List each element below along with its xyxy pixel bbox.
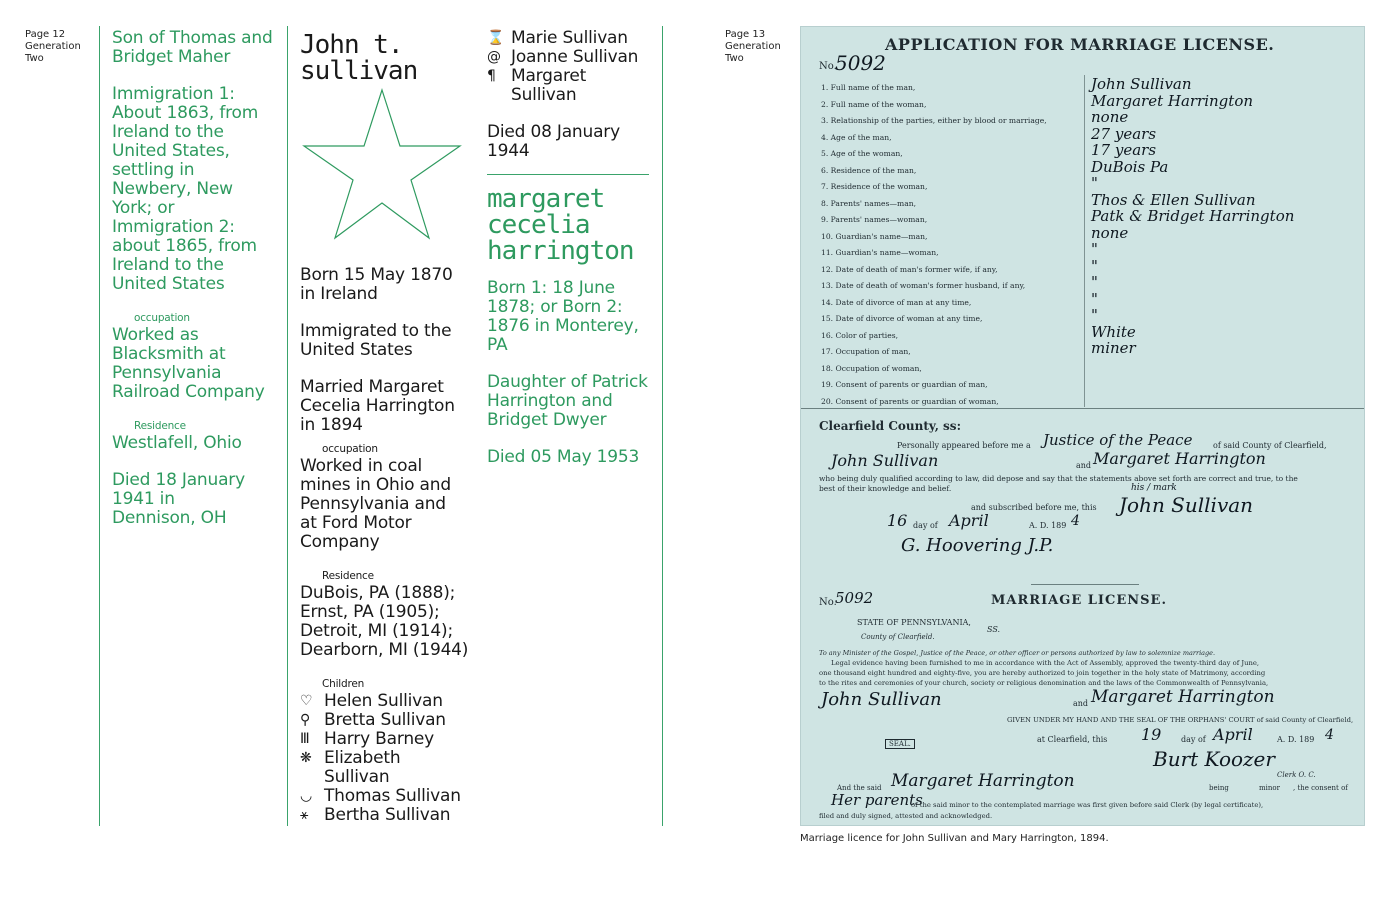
affidavit-and: and [1076, 461, 1092, 470]
state-label: STATE OF PENNSYLVANIA, [857, 618, 971, 627]
seal-box: SEAL. [885, 739, 915, 749]
field-answer: 17 years [1091, 141, 1157, 159]
license-number: 5092 [835, 589, 874, 607]
field-answer: John Sullivan [1091, 75, 1192, 93]
field-label: 2. Full name of the woman, [821, 99, 927, 109]
list-item [300, 692, 470, 711]
child-name: Elizabeth Sullivan [324, 748, 401, 787]
list-item [300, 711, 470, 730]
county-heading: Clearfield County, ss: [819, 419, 961, 433]
document-title: APPLICATION FOR MARRIAGE LICENSE. [885, 35, 1275, 54]
sworn-year: 4 [1071, 513, 1080, 529]
license-text: Legal evidence having been furnished to me in accordance with the Act of Assembly, approved the twenty-third day of June, [831, 659, 1260, 667]
field-label: 1. Full name of the man, [821, 83, 916, 92]
person-name-line: sullivan [300, 56, 418, 86]
license-title: MARRIAGE LICENSE. [991, 593, 1167, 608]
county-label: County of Clearfield. [861, 633, 935, 641]
generation-number: Two [725, 53, 744, 64]
minor-label: minor [1259, 784, 1280, 792]
section-divider [487, 174, 649, 175]
marriage-text: Married Margaret Cecelia Harrington in 1894 [300, 377, 455, 435]
field-answer: none [1091, 108, 1129, 126]
field-answer: " [1091, 289, 1098, 308]
person-name [300, 32, 417, 84]
figure-caption: Marriage licence for John Sullivan and Mary Harrington, 1894. [800, 833, 1109, 844]
page-number: Page 12 [25, 29, 66, 40]
child-name: Marie Sullivan [511, 28, 628, 48]
field-answer: none [1091, 223, 1129, 242]
spouse-name-line: margaret [487, 184, 605, 214]
children-label: Children [322, 678, 365, 690]
spouse-name [487, 186, 634, 264]
occupation-label: occupation [322, 443, 378, 455]
field-label: 5. Age of the woman, [821, 149, 903, 158]
flower-icon: ❋ [300, 750, 312, 766]
death-text: Died 08 January 1944 [487, 122, 620, 161]
spouse-column [487, 29, 652, 179]
column-divider [662, 26, 663, 826]
residence-label: Residence [322, 570, 374, 582]
list-item [300, 730, 470, 749]
residence-entry: Dearborn, MI (1944) [300, 640, 469, 660]
spouse-details [487, 279, 652, 485]
field-label: 11. Guardian's name—woman, [821, 248, 939, 257]
number-label: No. [819, 61, 837, 72]
field-label: 9. Parents' names—woman, [821, 215, 928, 224]
field-answer: 27 years [1091, 124, 1157, 143]
field-answer: " [1091, 273, 1098, 291]
license-ad: A. D. 189 [1277, 735, 1315, 744]
spouse-birth-text: Born 1: 18 June 1878; or Born 2: 1876 in Monterey, PA [487, 278, 639, 355]
sprout-icon: ⚹ [300, 807, 309, 823]
occupation-label: occupation [134, 312, 190, 324]
groom-signature: John Sullivan [1119, 493, 1254, 517]
field-answer: " [1091, 174, 1098, 192]
birth-text: Born 15 May 1870 in Ireland [300, 265, 453, 304]
children-list-continued [487, 29, 652, 105]
list-item [487, 67, 652, 105]
license-groom: John Sullivan [821, 689, 942, 710]
field-label: 7. Residence of the woman, [821, 182, 928, 191]
license-year: 4 [1325, 727, 1334, 743]
list-item [300, 806, 470, 825]
affidavit-line: who being duly qualified according to law, did depose and say that the statements above set forth are correct and true, to the [819, 474, 1298, 483]
column-divider [99, 26, 100, 826]
justice-signature: G. Hoovering J.P. [901, 535, 1054, 556]
sworn-line: and subscribed before me, this [971, 503, 1097, 512]
license-text: to the rites and ceremonies of your church, society or religious denomination and the laws of the Commonwealth of Pennsylvania, [819, 679, 1269, 687]
handwritten-bride: Margaret Harrington [1093, 449, 1266, 468]
field-label: 4. Age of the man, [821, 132, 892, 142]
given-under-text: GIVEN UNDER MY HAND AND THE SEAL OF THE ORPHANS' COURT of said County of Clearfield, [1007, 716, 1354, 724]
field-label: 18. Occupation of woman, [821, 363, 922, 373]
sworn-day: 16 [887, 511, 908, 530]
being-label: being [1209, 784, 1229, 792]
spouse-name-line: cecelia [487, 210, 590, 240]
spouse-name-line: harrington [487, 236, 634, 266]
heart-icon: ♡ [300, 693, 313, 709]
at-icon: @ [487, 49, 501, 65]
parent-consent: Her parents [831, 791, 923, 809]
field-answer: " [1091, 306, 1098, 324]
handwritten-groom: John Sullivan [831, 451, 939, 470]
field-label: 14. Date of divorce of man at any time, [821, 297, 972, 307]
field-answer: Thos & Ellen Sullivan [1091, 190, 1256, 209]
residence-label: Residence [134, 420, 186, 432]
residence-entry: Detroit, MI (1914); [300, 621, 453, 641]
sworn-month: April [949, 511, 989, 530]
child-name: Bretta Sullivan [324, 710, 446, 730]
generation-number: Two [25, 53, 44, 64]
list-item [487, 48, 652, 67]
spouse-death-text: Died 05 May 1953 [487, 447, 640, 467]
page-meta-right [725, 29, 781, 65]
minor-text: of the said minor to the contemplated marriage was first given before said Clerk (by legal certificate), [911, 801, 1264, 809]
consent-label: , the consent of [1293, 784, 1348, 792]
field-label: 3. Relationship of the parties, either by blood or marriage, [821, 116, 1047, 125]
filed-text: filed and duly signed, attested and acknowledged. [819, 812, 993, 820]
ss-label: SS. [987, 625, 1001, 634]
child-name: Joanne Sullivan [511, 47, 639, 67]
generation-label: Generation [725, 41, 781, 52]
field-label: 10. Guardian's name—man, [821, 231, 928, 241]
day-of-label: day of [913, 521, 938, 530]
license-bride: Margaret Harrington [1091, 687, 1275, 707]
field-answer: Margaret Harrington [1091, 91, 1254, 110]
parents-text: Son of Thomas and Bridget Maher [112, 28, 273, 67]
residence-entry: Ernst, PA (1905); [300, 602, 440, 622]
field-label: 8. Parents' names—man, [821, 198, 917, 208]
affidavit-line: best of their knowledge and belief. [819, 484, 952, 493]
field-label: 20. Consent of parents or guardian of woman, [821, 396, 999, 406]
license-number-label: No. [819, 597, 837, 608]
list-item [300, 749, 470, 787]
field-answer: " [1091, 256, 1098, 275]
field-label: 6. Residence of the man, [821, 165, 917, 175]
parents-column [112, 29, 282, 546]
child-name: Bertha Sullivan [324, 805, 451, 825]
field-label: 12. Date of death of man's former wife, if any, [821, 264, 998, 274]
death-text: Died 18 January 1941 in Dennison, OH [112, 470, 245, 528]
affidavit-line: of said County of Clearfield, [1213, 441, 1327, 450]
minor-bride: Margaret Harrington [891, 771, 1075, 791]
bowl-icon: ◡ [300, 788, 313, 804]
and-the-said: And the said [837, 784, 882, 792]
generation-label: Generation [25, 41, 81, 52]
star-icon [300, 86, 464, 246]
license-day-of: day of [1181, 735, 1206, 744]
affidavit-line: Personally appeared before me a [897, 441, 1031, 450]
field-label: 13. Date of death of woman's former husband, if any, [821, 281, 1026, 290]
field-label: 16. Color of parties, [821, 330, 899, 340]
license-text: one thousand eight hundred and eighty-five, you are hereby authorized to join together in the holy state of Matrimony, according [819, 669, 1266, 677]
ad-label: A. D. 189 [1029, 521, 1067, 530]
section-divider [1031, 584, 1139, 585]
field-answer: Patk & Bridget Harrington [1091, 207, 1295, 225]
occupation-text: Worked as Blacksmith at Pennsylvania Railroad Company [112, 325, 265, 402]
page-meta-left [25, 29, 81, 65]
license-day: 19 [1141, 725, 1162, 744]
clerk-signature: Burt Koozer [1153, 747, 1275, 771]
list-item [300, 787, 470, 806]
children-list [300, 692, 470, 825]
clerk-label: Clerk O. C. [1277, 771, 1316, 779]
occupation-text: Worked in coal mines in Ohio and Pennsylvania and at Ford Motor Company [300, 456, 451, 552]
person-name-line: John t. [300, 30, 403, 60]
pilcrow-icon: ¶ [487, 68, 496, 84]
field-answer: White [1091, 322, 1136, 341]
license-and: and [1073, 699, 1089, 708]
field-answer: DuBois Pa [1091, 157, 1169, 176]
residence-entry: DuBois, PA (1888); [300, 583, 456, 603]
field-label: 17. Occupation of man, [821, 347, 911, 356]
field-divider [1084, 75, 1085, 407]
field-label: 19. Consent of parents or guardian of man, [821, 380, 988, 389]
immigration-text: Immigration 1: About 1863, from Ireland to the United States, settling in Newbery, New York; or Immigration 2: about 1865, from Ireland to the United States [112, 84, 259, 294]
marriage-license-scan [800, 26, 1365, 826]
license-text: To any Minister of the Gospel, Justice of the Peace, or other officer or persons authorized by law to solemnize marriage. [819, 649, 1216, 657]
section-divider [801, 408, 1364, 409]
application-number: 5092 [835, 51, 886, 75]
field-label: 15. Date of divorce of woman at any time, [821, 314, 983, 323]
list-item [487, 29, 652, 48]
handwritten-office: Justice of the Peace [1043, 431, 1193, 449]
child-name: Thomas Sullivan [324, 786, 461, 806]
signature-mark: his / mark [1131, 483, 1177, 493]
column-divider [287, 26, 288, 826]
child-name: Margaret Sullivan [511, 66, 587, 105]
figure-icon: ⚲ [300, 712, 311, 728]
field-answer: miner [1091, 339, 1136, 357]
field-answer: " [1091, 240, 1098, 258]
child-name: Helen Sullivan [324, 691, 443, 711]
license-month: April [1213, 725, 1253, 744]
page-number: Page 13 [725, 29, 766, 40]
spouse-parents-text: Daughter of Patrick Harrington and Bridget Dwyer [487, 372, 648, 430]
at-clearfield-label: at Clearfield, this [1037, 735, 1108, 744]
child-name: Harry Barney [324, 729, 435, 749]
immigrated-text: Immigrated to the United States [300, 321, 452, 360]
hourglass-icon: ⌛ [487, 30, 505, 46]
columns-icon: Ⅲ [300, 731, 310, 747]
residence-text: Westlafell, Ohio [112, 433, 242, 453]
person-details [300, 266, 470, 825]
